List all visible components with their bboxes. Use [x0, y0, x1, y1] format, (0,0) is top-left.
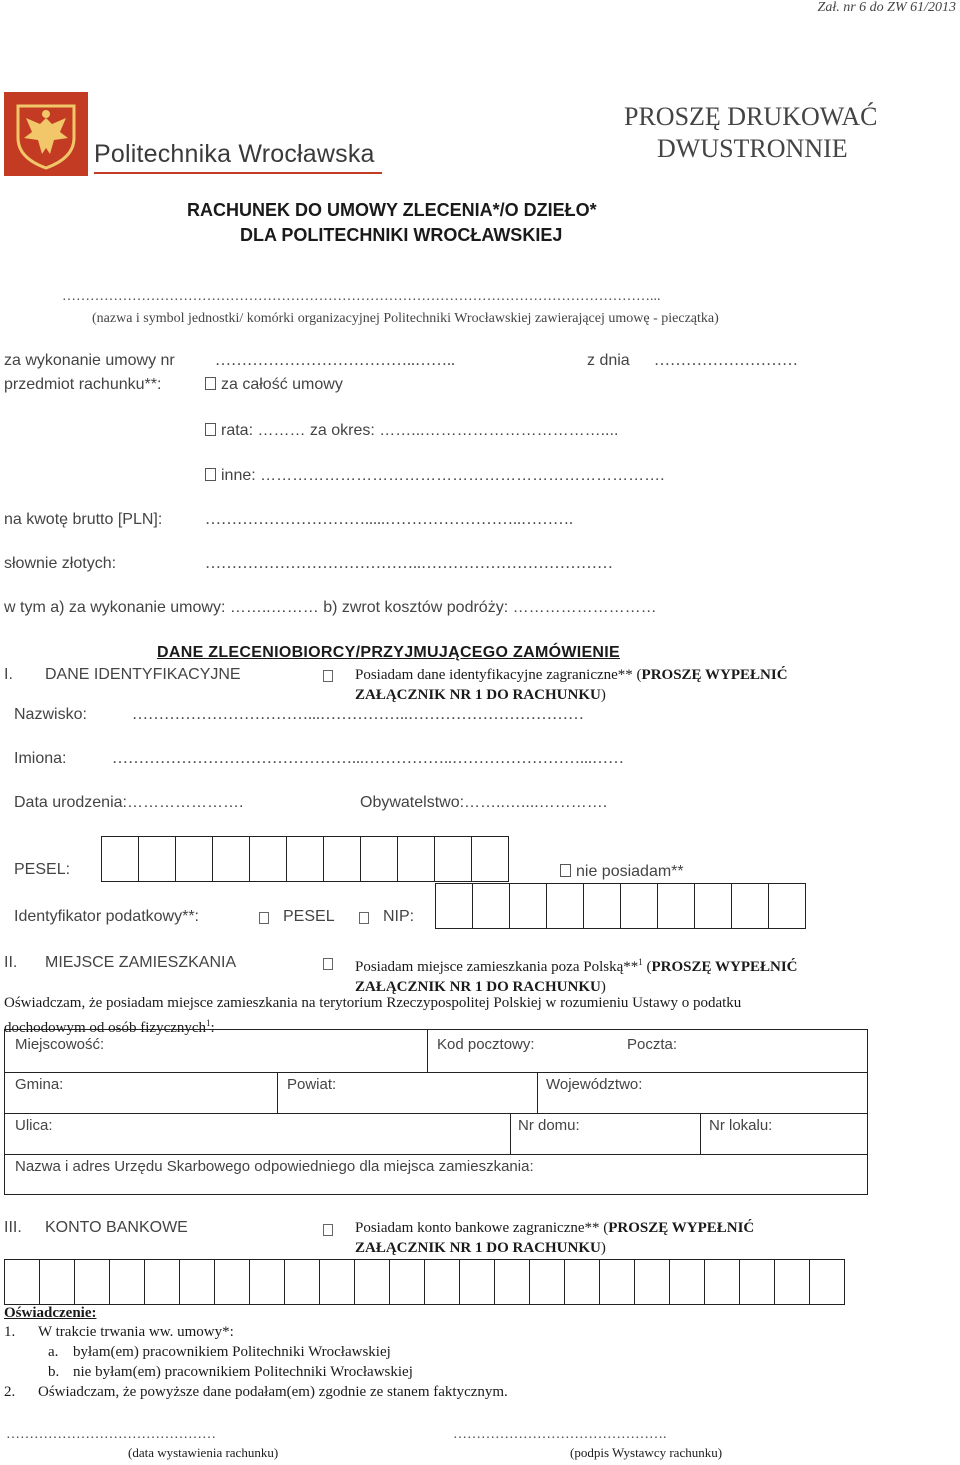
pesel-digit[interactable]: [360, 836, 398, 882]
logo-underline: [94, 172, 382, 174]
foreign-residence-checkbox[interactable]: [323, 958, 333, 970]
pesel-digit[interactable]: [249, 836, 287, 882]
contract-number-label: za wykonanie umowy nr: [4, 352, 175, 369]
account-digit[interactable]: [249, 1259, 285, 1305]
address-table: [4, 1029, 868, 1195]
account-digit[interactable]: [424, 1259, 460, 1305]
account-digit[interactable]: [494, 1259, 530, 1305]
nip-boxes[interactable]: [435, 883, 805, 929]
print-notice-line2: DWUSTRONNIE: [657, 134, 848, 163]
nip-digit[interactable]: [435, 883, 473, 929]
signature-field[interactable]: ……………………………………….: [453, 1427, 667, 1442]
nip-digit[interactable]: [731, 883, 769, 929]
amount-split-line[interactable]: w tym a) za wykonanie umowy: ……..……… b) zwrot kosztów podróży: ………………………: [4, 599, 657, 616]
declaration-item1: W trakcie trwania ww. umowy*:: [38, 1324, 234, 1340]
account-digit[interactable]: [599, 1259, 635, 1305]
bank-heading: KONTO BANKOWE: [45, 1219, 188, 1236]
form-title-line2: DLA POLITECHNIKI WROCŁAWSKIEJ: [240, 225, 563, 245]
checkbox-icon[interactable]: [205, 377, 216, 390]
print-notice-line1: PROSZĘ DRUKOWAĆ: [624, 102, 878, 131]
nip-digit[interactable]: [657, 883, 695, 929]
account-digit[interactable]: [739, 1259, 775, 1305]
tax-id-label: Identyfikator podatkowy**:: [14, 908, 199, 925]
account-digit[interactable]: [354, 1259, 390, 1305]
account-digit[interactable]: [109, 1259, 145, 1305]
tax-id-pesel-label: PESEL: [283, 908, 335, 925]
tax-office-field[interactable]: Nazwa i adres Urzędu Skarbowego odpowiedniego dla miejsca zamieszkania:: [15, 1158, 534, 1175]
tax-id-nip-label: NIP:: [383, 908, 415, 925]
account-digit[interactable]: [704, 1259, 740, 1305]
gross-amount-label: na kwotę brutto [PLN]:: [4, 511, 163, 528]
surname-label: Nazwisko:: [14, 706, 87, 723]
identity-number: I.: [4, 666, 13, 683]
pesel-digit[interactable]: [212, 836, 250, 882]
account-digit[interactable]: [389, 1259, 425, 1305]
checkbox-icon[interactable]: [205, 468, 216, 481]
foreign-residence-note: Posiadam miejsce zamieszkania poza Polską**$^1$ (PROSZĘ WYPEŁNIĆ ZAŁĄCZNIK NR 1 DO RACHUNKU): [355, 957, 798, 995]
voivodeship-field[interactable]: Województwo:: [546, 1076, 643, 1093]
option-other[interactable]: inne: ………………………………………………………………….: [205, 467, 665, 485]
pesel-digit[interactable]: [286, 836, 324, 882]
declaration-item2: Oświadczam, że powyższe dane podałam(em) zgodnie ze stanem faktycznym.: [38, 1384, 508, 1400]
nip-digit[interactable]: [768, 883, 806, 929]
signature-caption: (podpis Wystawcy rachunku): [570, 1445, 723, 1460]
pesel-digit[interactable]: [434, 836, 472, 882]
nip-digit[interactable]: [472, 883, 510, 929]
contract-date-label: z dnia: [587, 352, 630, 369]
account-digit[interactable]: [634, 1259, 670, 1305]
declaration-option-a[interactable]: byłam(em) pracownikiem Politechniki Wrocławskiej: [73, 1344, 391, 1360]
account-digit[interactable]: [529, 1259, 565, 1305]
foreign-identity-note: Posiadam dane identyfikacyjne zagraniczne** (PROSZĘ WYPEŁNIĆ ZAŁĄCZNIK NR 1 DO RACHUNKU): [355, 667, 788, 703]
pesel-digit[interactable]: [138, 836, 176, 882]
first-names-label: Imiona:: [14, 750, 67, 767]
pesel-digit[interactable]: [175, 836, 213, 882]
tax-id-pesel-checkbox[interactable]: [259, 912, 269, 924]
nip-digit[interactable]: [583, 883, 621, 929]
district-field[interactable]: Powiat:: [287, 1076, 337, 1093]
account-digit[interactable]: [74, 1259, 110, 1305]
amount-in-words-field[interactable]: …………………………………..………………………………: [205, 555, 613, 572]
declaration-heading: Oświadczenie:: [4, 1305, 97, 1321]
nip-digit[interactable]: [509, 883, 547, 929]
account-digit[interactable]: [319, 1259, 355, 1305]
logo-text: Politechnika Wrocławska: [94, 140, 375, 168]
subject-label: przedmiot rachunku**:: [4, 376, 162, 393]
gross-amount-field[interactable]: ………………………….....……………………..……….: [205, 511, 573, 528]
pesel-label: PESEL:: [14, 861, 71, 878]
residence-statement: Oświadczam, że posiadam miejsce zamieszkania na terytorium Rzeczypospolitej Polskiej w rozumieniu Ustawy o podatku dochodowym od osób fizycznych$^1$:: [4, 995, 742, 1036]
account-digit[interactable]: [669, 1259, 705, 1305]
declaration-option-b-number: b.: [48, 1364, 60, 1380]
account-digit[interactable]: [774, 1259, 810, 1305]
foreign-bank-note: Posiadam konto bankowe zagraniczne** (PROSZĘ WYPEŁNIĆ ZAŁĄCZNIK NR 1 DO RACHUNKU): [355, 1220, 755, 1256]
residence-heading: MIEJSCE ZAMIESZKANIA: [45, 954, 237, 971]
attachment-note: Zał. nr 6 do ZW 61/2013: [817, 0, 956, 15]
pesel-digit[interactable]: [471, 836, 509, 882]
account-digit[interactable]: [144, 1259, 180, 1305]
declaration-option-b[interactable]: nie byłam(em) pracownikiem Politechniki Wrocławskiej: [73, 1364, 413, 1380]
account-digit[interactable]: [39, 1259, 75, 1305]
pesel-digit[interactable]: [397, 836, 435, 882]
identity-heading: DANE IDENTYFIKACYJNE: [45, 666, 241, 683]
declaration-item1-number: 1.: [4, 1324, 16, 1340]
surname-field[interactable]: ……………………………...……………..……………………………: [132, 706, 584, 723]
tax-id-nip-checkbox[interactable]: [359, 912, 369, 924]
residence-number: II.: [4, 954, 18, 971]
nip-digit[interactable]: [694, 883, 732, 929]
unit-caption: (nazwa i symbol jednostki/ komórki organizacyjnej Politechniki Wrocławskiej zawierającej umowę - pieczątka): [92, 311, 719, 326]
unit-dots[interactable]: ………………………………………………………………………………………………………………...: [62, 289, 661, 304]
checkbox-icon[interactable]: [560, 864, 571, 877]
contract-number-field[interactable]: ………………………………..……..: [215, 352, 455, 369]
nip-digit[interactable]: [620, 883, 658, 929]
nip-digit[interactable]: [546, 883, 584, 929]
postal-code-field[interactable]: Kod pocztowy:: [437, 1036, 535, 1053]
house-number-field[interactable]: Nr domu:: [518, 1117, 580, 1134]
university-logo: [4, 92, 382, 180]
issue-date-caption: (data wystawienia rachunku): [128, 1445, 279, 1460]
account-digit[interactable]: [4, 1259, 40, 1305]
account-digit[interactable]: [179, 1259, 215, 1305]
checkbox-icon[interactable]: [205, 423, 216, 436]
citizenship-field[interactable]: Obywatelstwo:……..…....………….: [360, 794, 608, 811]
pesel-digit[interactable]: [101, 836, 139, 882]
locality-field[interactable]: Miejscowość:: [15, 1036, 105, 1053]
first-names-field[interactable]: ………………………………………...……………..……………………...……: [112, 750, 624, 767]
option-whole-contract[interactable]: za całość umowy: [205, 376, 343, 394]
street-field[interactable]: Ulica:: [15, 1117, 53, 1134]
form-title-line1: RACHUNEK DO UMOWY ZLECENIA*/O DZIEŁO*: [187, 200, 597, 220]
commune-field[interactable]: Gmina:: [15, 1076, 64, 1093]
issue-date-field[interactable]: ………………………………………: [6, 1427, 216, 1442]
option-installment[interactable]: rata: ……… za okres: ……...……………………………....: [205, 422, 618, 440]
pesel-digit[interactable]: [323, 836, 361, 882]
amount-in-words-label: słownie złotych:: [4, 555, 117, 572]
contractor-section-title: DANE ZLECENIOBIORCY/PRZYJMUJĄCEGO ZAMÓWIENIE: [157, 644, 621, 661]
foreign-bank-checkbox[interactable]: [323, 1224, 333, 1236]
birth-date-field[interactable]: Data urodzenia:………………….: [14, 794, 244, 811]
pesel-boxes[interactable]: [101, 836, 508, 882]
contract-date-field[interactable]: ………………………: [654, 352, 798, 369]
no-pesel-option[interactable]: nie posiadam**: [560, 863, 684, 881]
post-office-field[interactable]: Poczta:: [627, 1036, 678, 1053]
declaration-option-a-number: a.: [48, 1344, 59, 1360]
declaration-item2-number: 2.: [4, 1384, 16, 1400]
bank-number: III.: [4, 1219, 22, 1236]
foreign-identity-checkbox[interactable]: [323, 670, 333, 682]
bank-account-boxes[interactable]: [4, 1259, 844, 1305]
flat-number-field[interactable]: Nr lokalu:: [709, 1117, 773, 1134]
account-digit[interactable]: [214, 1259, 250, 1305]
eagle-emblem-icon: [4, 92, 88, 176]
account-digit[interactable]: [284, 1259, 320, 1305]
account-digit[interactable]: [564, 1259, 600, 1305]
account-digit[interactable]: [809, 1259, 845, 1305]
account-digit[interactable]: [459, 1259, 495, 1305]
